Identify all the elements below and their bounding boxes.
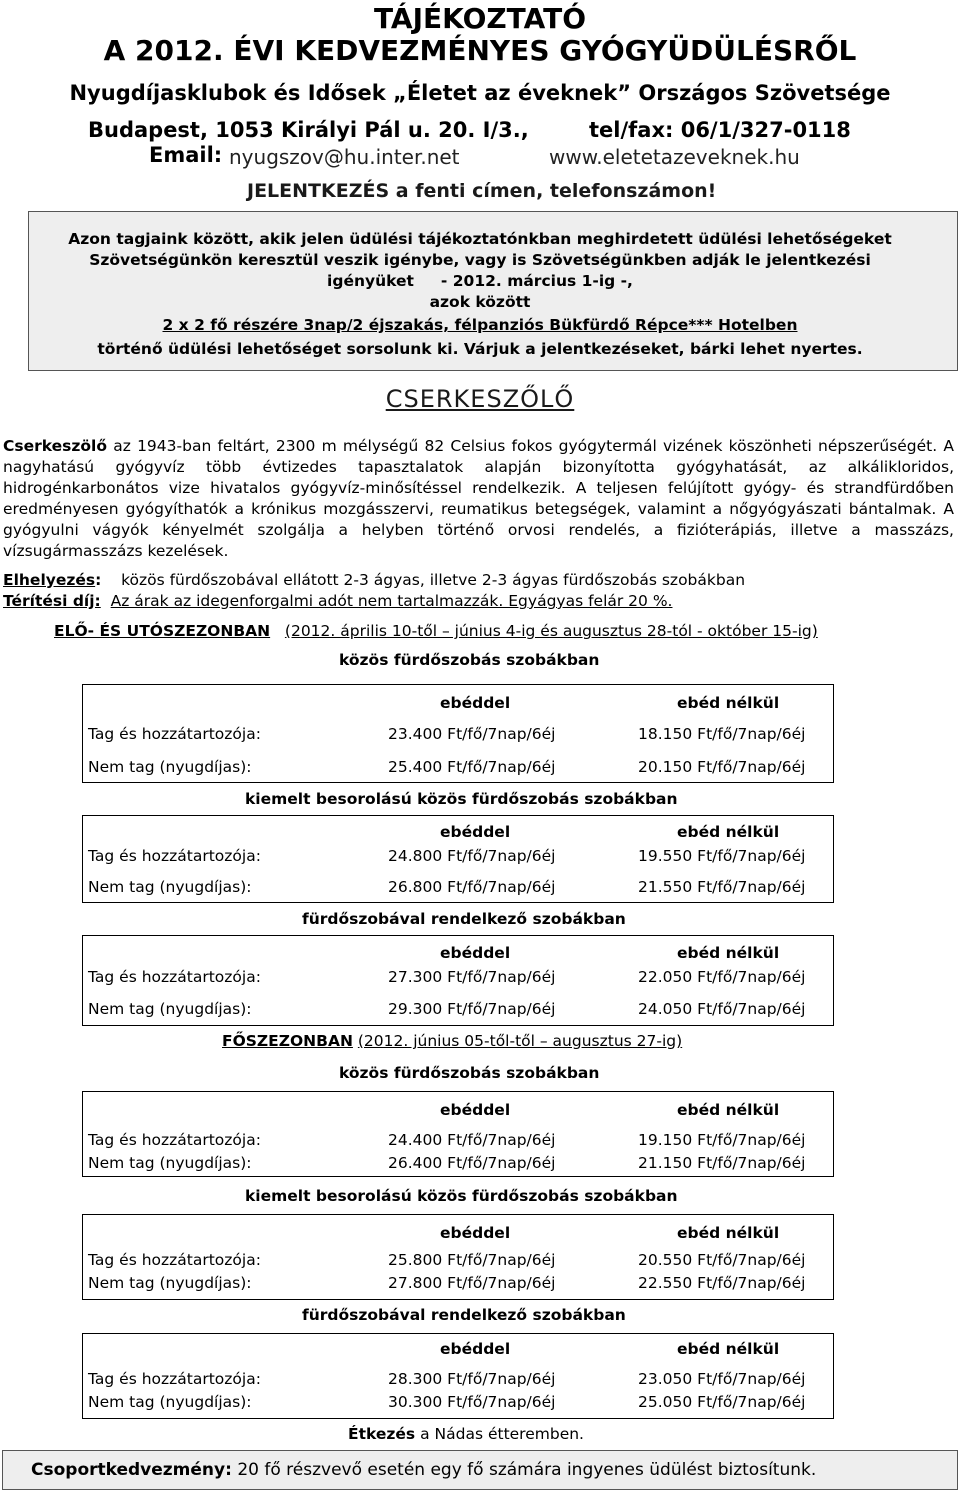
notice-line-2: Szövetségünkön keresztül veszik igénybe, vagy is Szövetségünkben adják le jelentkezési (89, 251, 871, 269)
page-subtitle: A 2012. ÉVI KEDVEZMÉNYES GYÓGYÜDÜLÉSRŐL (103, 34, 857, 67)
group-discount-text: 20 fő részvevő esetén egy fő számára ingyenes üdülést biztosítunk. (231, 1460, 817, 1480)
price-cell: 25.400 Ft/fő/7nap/6éj (388, 758, 556, 776)
row-label-member: Tag és hozzátartozója: (88, 968, 261, 986)
accommodation-text: közös fürdőszobával ellátott 2-3 ágyas, illetve 2-3 ágyas fürdőszobás szobákban (121, 571, 746, 589)
price-cell: 24.050 Ft/fő/7nap/6éj (638, 1000, 806, 1018)
price-cell: 26.400 Ft/fő/7nap/6éj (388, 1154, 556, 1172)
meals-text: a Nádas étteremben. (415, 1425, 584, 1443)
table-title: fürdőszobával rendelkező szobákban (302, 1306, 626, 1324)
row-label-nonmember: Nem tag (nyugdíjas): (88, 878, 252, 896)
price-cell: 20.550 Ft/fő/7nap/6éj (638, 1251, 806, 1269)
page-title: TÁJÉKOZTATÓ (373, 2, 586, 35)
apply-note: JELENTKEZÉS a fenti címen, telefonszámon! (247, 180, 717, 202)
row-label-member: Tag és hozzátartozója: (88, 725, 261, 743)
season-label: ELŐ- ÉS UTÓSZEZONBAN (54, 622, 271, 640)
notice-line-1: Azon tagjaink között, akik jelen üdülési tájékoztatónkban meghirdetett üdülési lehetőségeket (68, 230, 892, 248)
table-title: fürdőszobával rendelkező szobákban (302, 910, 626, 928)
price-cell: 19.150 Ft/fő/7nap/6éj (638, 1131, 806, 1149)
notice-line-6: történő üdülési lehetőséget sorsolunk ki. Várjuk a jelentkezéseket, bárki lehet nyertes. (97, 340, 863, 358)
notice-line-3: igényüket - 2012. március 1-ig -, (327, 272, 633, 290)
description-paragraph (3, 436, 954, 562)
price-cell: 24.400 Ft/fő/7nap/6éj (388, 1131, 556, 1149)
price-cell: 19.550 Ft/fő/7nap/6éj (638, 847, 806, 865)
email-label: Email: (149, 143, 223, 167)
col-header-with-lunch: ebéddel (440, 944, 511, 962)
season-main (222, 1032, 682, 1050)
fee-text: Az árak az idegenforgalmi adót nem tartalmazzák. Egyágyas felár 20 %. (110, 592, 673, 610)
email-link[interactable]: nyugszov@hu.inter.net (229, 145, 460, 169)
price-cell: 22.050 Ft/fő/7nap/6éj (638, 968, 806, 986)
table-title: kiemelt besorolású közös fürdőszobás szobákban (245, 790, 678, 808)
row-label-nonmember: Nem tag (nyugdíjas): (88, 1274, 252, 1292)
row-label-member: Tag és hozzátartozója: (88, 1370, 261, 1388)
price-cell: 27.800 Ft/fő/7nap/6éj (388, 1274, 556, 1292)
table-title: közös fürdőszobás szobákban (339, 1064, 600, 1082)
row-label-member: Tag és hozzátartozója: (88, 1251, 261, 1269)
price-cell: 25.050 Ft/fő/7nap/6éj (638, 1393, 806, 1411)
col-header-without-lunch: ebéd nélkül (677, 694, 780, 712)
col-header-without-lunch: ebéd nélkül (677, 944, 780, 962)
price-cell: 30.300 Ft/fő/7nap/6éj (388, 1393, 556, 1411)
meals-note (348, 1425, 584, 1443)
price-cell: 28.300 Ft/fő/7nap/6éj (388, 1370, 556, 1388)
row-label-member: Tag és hozzátartozója: (88, 847, 261, 865)
notice-line-4: azok között (429, 293, 531, 311)
price-cell: 18.150 Ft/fő/7nap/6éj (638, 725, 806, 743)
season-dates: (2012. április 10-től – június 4-ig és augusztus 28-tól - október 15-ig) (284, 622, 818, 640)
price-cell: 22.550 Ft/fő/7nap/6éj (638, 1274, 806, 1292)
accommodation-line: Elhelyezés: közös fürdőszobával ellátott 2-3 ágyas, illetve 2-3 ágyas fürdőszobás szobákban (3, 571, 746, 589)
col-header-with-lunch: ebéddel (440, 1340, 511, 1358)
price-cell: 23.400 Ft/fő/7nap/6éj (388, 725, 556, 743)
address: Budapest, 1053 Királyi Pál u. 20. I/3., (88, 118, 529, 142)
price-cell: 27.300 Ft/fő/7nap/6éj (388, 968, 556, 986)
col-header-with-lunch: ebéddel (440, 823, 511, 841)
row-label-nonmember: Nem tag (nyugdíjas): (88, 1000, 252, 1018)
col-header-with-lunch: ebéddel (440, 694, 511, 712)
col-header-without-lunch: ebéd nélkül (677, 1224, 780, 1242)
meals-label: Étkezés (348, 1425, 416, 1443)
row-label-nonmember: Nem tag (nyugdíjas): (88, 1154, 252, 1172)
row-label-member: Tag és hozzátartozója: (88, 1131, 261, 1149)
description-text: az 1943-ban feltárt, 2300 m mélységű 82 Celsius fokos gyógytermál vizének köszönheti népszerűségét. A nagyhatású gyógyvíz több évtizedes tapasztalatok alapján bizonyította gyógyhatását, az alkálikloridos, hidrogénkarbonátos vize hivatalos gyógyvíz-minősítéssel rendelkezik. A teljesen felújított gyógy- és strandfürdőben eredményesen gyógyíthatók a krónikus mozgásszervi, reumatikus betegségek, valamint a nőgyógyászati bántalmak. A gyógyulni vágyók kényelmét szolgálja a helyben történő orvosi rendelés, a fizióterápiás, illetve a masszázs, vízsugármasszázs kezelések. (3, 437, 954, 560)
price-cell: 29.300 Ft/fő/7nap/6éj (388, 1000, 556, 1018)
group-discount-label: Csoportkedvezmény: (31, 1460, 232, 1480)
price-cell: 25.800 Ft/fő/7nap/6éj (388, 1251, 556, 1269)
group-discount (31, 1460, 816, 1480)
table-title: közös fürdőszobás szobákban (339, 651, 600, 669)
season-dates: (2012. június 05-től-től – augusztus 27-ig) (357, 1032, 683, 1050)
col-header-without-lunch: ebéd nélkül (677, 823, 780, 841)
website-link[interactable]: www.eletetazeveknek.hu (549, 145, 800, 169)
fee-line (3, 592, 672, 610)
notice-prize: 2 x 2 fő részére 3nap/2 éjszakás, félpanziós Bükfürdő Répce*** Hotelben (162, 316, 798, 334)
price-cell: 20.150 Ft/fő/7nap/6éj (638, 758, 806, 776)
price-cell: 21.150 Ft/fő/7nap/6éj (638, 1154, 806, 1172)
col-header-without-lunch: ebéd nélkül (677, 1340, 780, 1358)
accommodation-label: Elhelyezés (3, 571, 96, 589)
fee-label: Térítési díj: (3, 592, 101, 610)
price-cell: 21.550 Ft/fő/7nap/6éj (638, 878, 806, 896)
price-cell: 26.800 Ft/fő/7nap/6éj (388, 878, 556, 896)
section-heading: CSERKESZŐLŐ (385, 385, 575, 413)
telfax: tel/fax: 06/1/327-0118 (589, 118, 851, 142)
table-title: kiemelt besorolású közös fürdőszobás szobákban (245, 1187, 678, 1205)
col-header-without-lunch: ebéd nélkül (677, 1101, 780, 1119)
row-label-nonmember: Nem tag (nyugdíjas): (88, 758, 252, 776)
price-cell: 24.800 Ft/fő/7nap/6éj (388, 847, 556, 865)
place-name: Cserkeszölő (3, 437, 108, 455)
season-pre-post (54, 622, 818, 640)
organization-name: Nyugdíjasklubok és Idősek „Életet az éveknek” Országos Szövetsége (69, 81, 891, 105)
season-label: FŐSZEZONBAN (222, 1032, 353, 1050)
col-header-with-lunch: ebéddel (440, 1224, 511, 1242)
col-header-with-lunch: ebéddel (440, 1101, 511, 1119)
row-label-nonmember: Nem tag (nyugdíjas): (88, 1393, 252, 1411)
price-cell: 23.050 Ft/fő/7nap/6éj (638, 1370, 806, 1388)
